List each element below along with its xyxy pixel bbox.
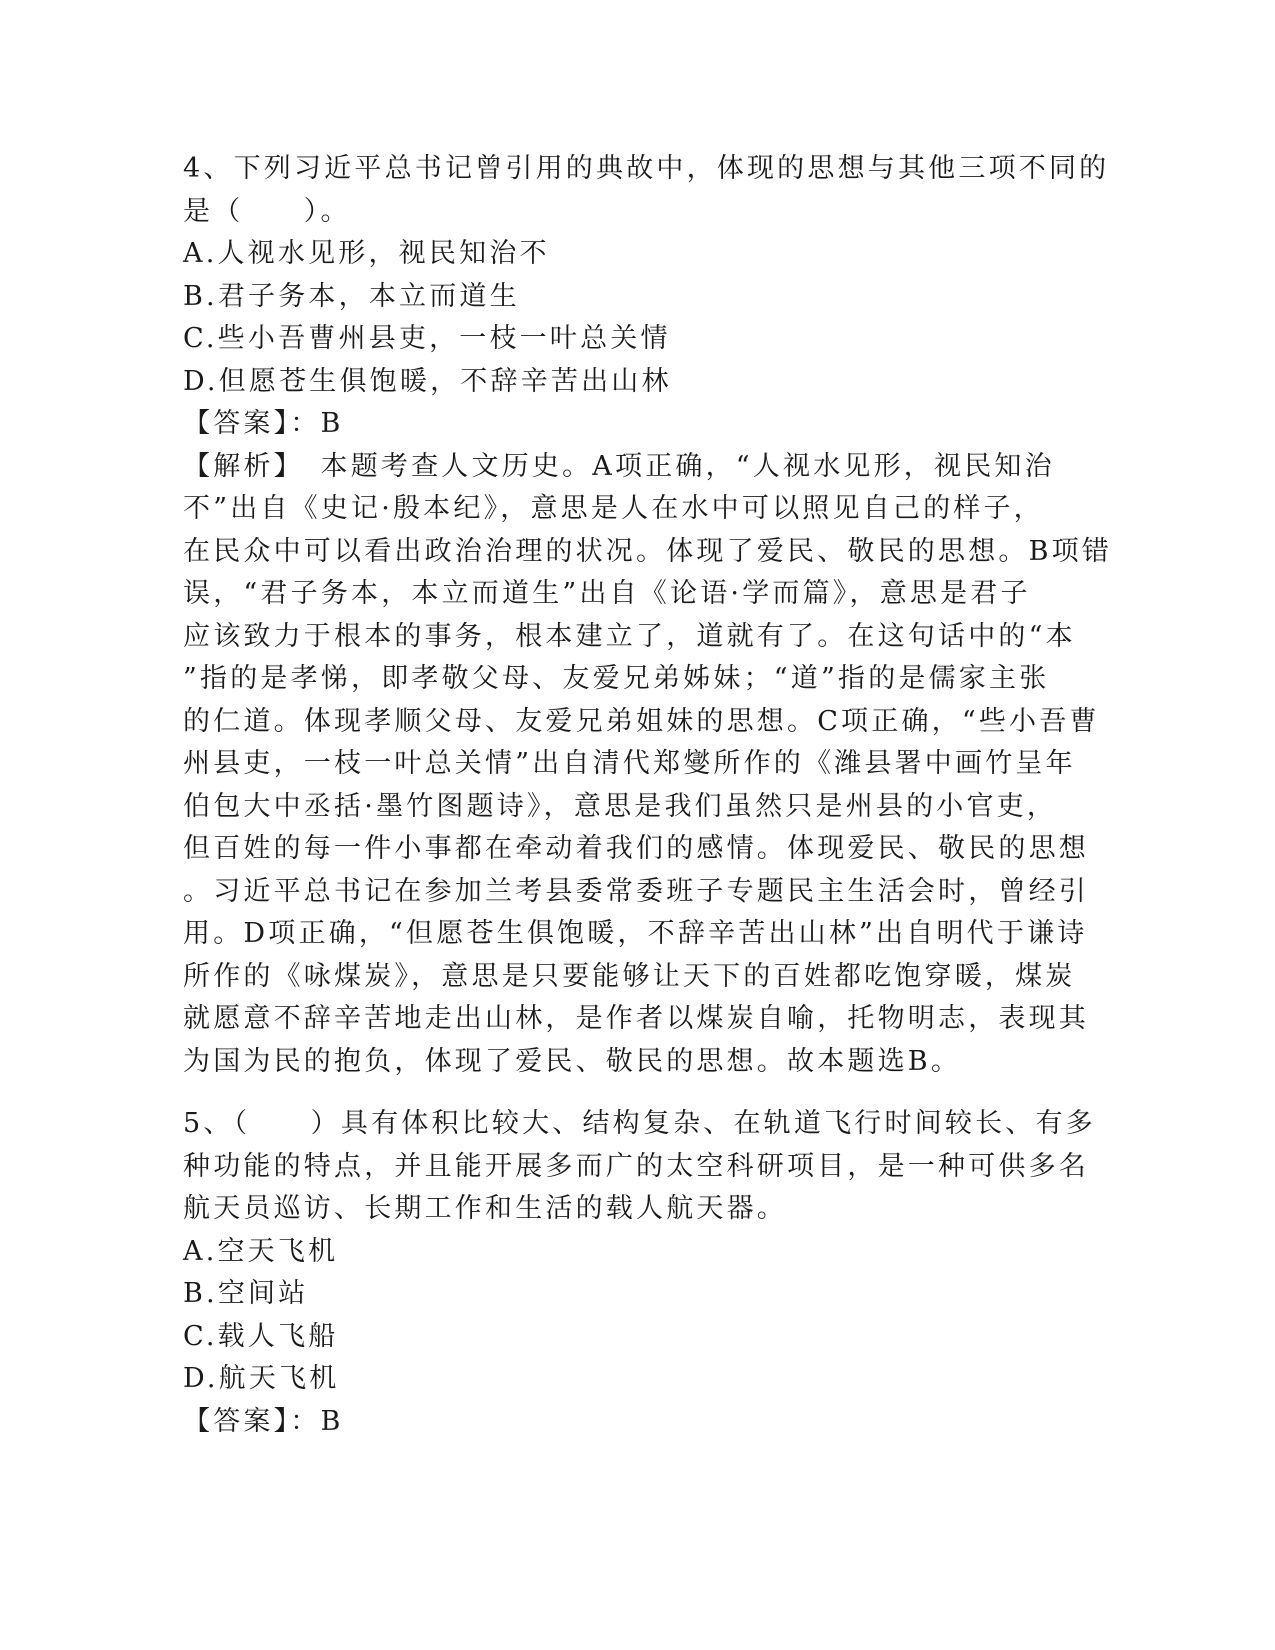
question-5-stem-line-1: 5、（ ）具有体积比较大、结构复杂、在轨道飞行时间较长、有多 bbox=[183, 1108, 1096, 1139]
question-5-option-d: D.航天飞机 bbox=[183, 1363, 340, 1394]
document-page bbox=[183, 148, 1113, 1443]
question-4-analysis-line-13: 所作的《咏煤炭》，意思是只要能够让天下的百姓都吃饱穿暖，煤炭 bbox=[183, 960, 1076, 992]
question-5-stem-line-2: 种功能的特点，并且能开展多而广的太空科研项目，是一种可供多名 bbox=[183, 1150, 1089, 1182]
question-4-analysis-line-2: 不”出自《史记·殷本纪》，意思是人在水中可以照见自己的样子， bbox=[183, 493, 1044, 524]
question-4-analysis-line-3: 在民众中可以看出政治治理的状况。体现了爱民、敬民的思想。B项错 bbox=[183, 535, 1113, 567]
question-4-analysis-line-12: 用。D项正确，“但愿苍生俱饱暖，不辞辛苦出山林”出自明代于谦诗 bbox=[183, 918, 1088, 949]
question-4-stem-line-1: 4、下列习近平总书记曾引用的典故中，体现的思想与其他三项不同的 bbox=[183, 153, 1110, 184]
question-4-analysis-line-1: 【解析】 本题考查人文历史。A项正确，“人视水见形，视民知治 bbox=[183, 450, 1055, 482]
question-4-analysis-line-9: 伯包大中丞括·墨竹图题诗》，意思是我们虽然只是州县的小官吏， bbox=[183, 790, 1058, 822]
question-4-option-b: B.君子务本，本立而道生 bbox=[183, 280, 520, 312]
question-4-analysis-line-6: ”指的是孝悌，即孝敬父母、友爱兄弟姊妹；“道”指的是儒家主张 bbox=[183, 663, 1050, 694]
question-4-stem-line-2: 是（ ）。 bbox=[183, 195, 351, 227]
question-4-analysis-line-14: 就愿意不辞辛苦地走出山林，是作者以煤炭自喻，托物明志，表现其 bbox=[183, 1003, 1089, 1034]
question-4-analysis-line-8: 州县吏，一枝一叶总关情”出自清代郑燮所作的《潍县署中画竹呈年 bbox=[183, 748, 1076, 779]
question-4-answer: 【答案】：B bbox=[183, 408, 344, 439]
question-5-option-a: A.空天飞机 bbox=[183, 1235, 339, 1267]
question-5 bbox=[183, 1103, 1096, 1443]
question-4-option-a: A.人视水见形，视民知治不 bbox=[183, 238, 550, 269]
question-4-analysis-line-11: 。习近平总书记在参加兰考县委常委班子专题民主生活会时，曾经引 bbox=[183, 875, 1089, 907]
question-spacer bbox=[183, 1083, 1083, 1103]
question-4-analysis-line-4: 误，“君子务本，本立而道生”出自《论语·学而篇》，意思是君子 bbox=[183, 578, 1031, 609]
question-5-option-c: C.载人飞船 bbox=[183, 1320, 339, 1352]
question-4-analysis-line-15: 为国为民的抱负，体现了爱民、敬民的思想。故本题选B。 bbox=[183, 1045, 962, 1077]
question-4-option-c: C.些小吾曹州县吏，一枝一叶总关情 bbox=[183, 323, 671, 354]
question-4-analysis-line-10: 但百姓的每一件小事都在牵动着我们的感情。体现爱民、敬民的思想 bbox=[183, 833, 1089, 864]
question-5-stem-line-3: 航天员巡访、长期工作和生活的载人航天器。 bbox=[183, 1193, 787, 1224]
question-4-option-d: D.但愿苍生俱饱暖，不辞辛苦出山林 bbox=[183, 365, 672, 397]
question-4-analysis-line-5: 应该致力于根本的事务，根本建立了，道就有了。在这句话中的“本 bbox=[183, 620, 1076, 652]
question-5-answer: 【答案】：B bbox=[183, 1405, 344, 1437]
question-4 bbox=[183, 148, 1113, 1083]
question-5-option-b: B.空间站 bbox=[183, 1278, 309, 1309]
question-4-analysis-line-7: 的仁道。体现孝顺父母、友爱兄弟姐妹的思想。C项正确，“些小吾曹 bbox=[183, 705, 1100, 737]
